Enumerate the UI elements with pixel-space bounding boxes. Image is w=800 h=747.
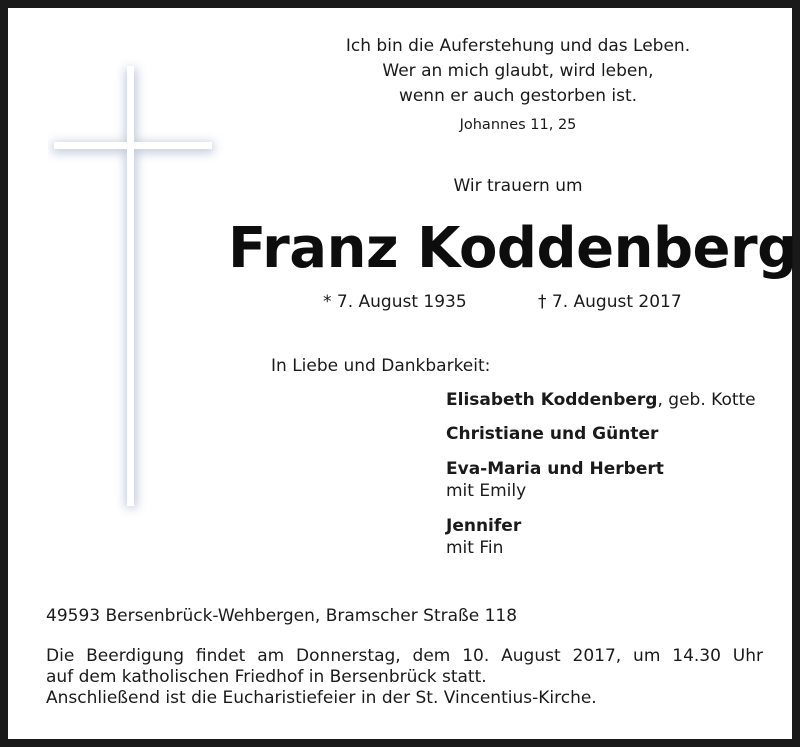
notice-line: auf dem katholischen Friedhof in Bersenbrück statt. [46, 667, 487, 687]
mourner-entry [446, 389, 756, 411]
verse-line: Wer an mich glaubt, wird leben, [382, 61, 654, 81]
mourner-entry [446, 515, 521, 559]
mourner-name: Elisabeth Koddenberg [446, 390, 658, 410]
funeral-notice [46, 646, 763, 709]
birth-date: * 7. August 1935 [323, 292, 467, 312]
mourner-companion: mit Fin [446, 538, 504, 558]
mourner-name: Eva-Maria und Herbert [446, 459, 664, 479]
mourning-intro: Wir trauern um [453, 176, 583, 196]
gratitude-heading: In Liebe und Dankbarkeit: [271, 356, 491, 376]
address: 49593 Bersenbrück-Wehbergen, Bramscher Straße 118 [46, 606, 518, 626]
notice-line: Anschließend ist die Eucharistiefeier in der St. Vincentius-Kirche. [46, 688, 597, 708]
verse-line: wenn er auch gestorben ist. [398, 86, 638, 106]
verse-reference: Johannes 11, 25 [459, 117, 577, 133]
bible-verse [298, 34, 738, 138]
verse-line: Ich bin die Auferstehung und das Leben. [345, 36, 691, 56]
mourner-name: Jennifer [446, 516, 522, 536]
cross-icon [48, 58, 228, 518]
notice-line: Die Beerdigung findet am Donnerstag, dem 10. August 2017, um 14.30 Uhr [46, 646, 763, 666]
mourner-suffix: , geb. Kotte [657, 390, 756, 410]
death-date: † 7. August 2017 [538, 292, 682, 312]
mourner-entry [446, 458, 664, 502]
mourner-entry [446, 423, 658, 445]
deceased-name: Franz Koddenberg [228, 216, 797, 281]
mourner-name: Christiane und Günter [446, 424, 659, 444]
mourner-companion: mit Emily [446, 481, 527, 501]
